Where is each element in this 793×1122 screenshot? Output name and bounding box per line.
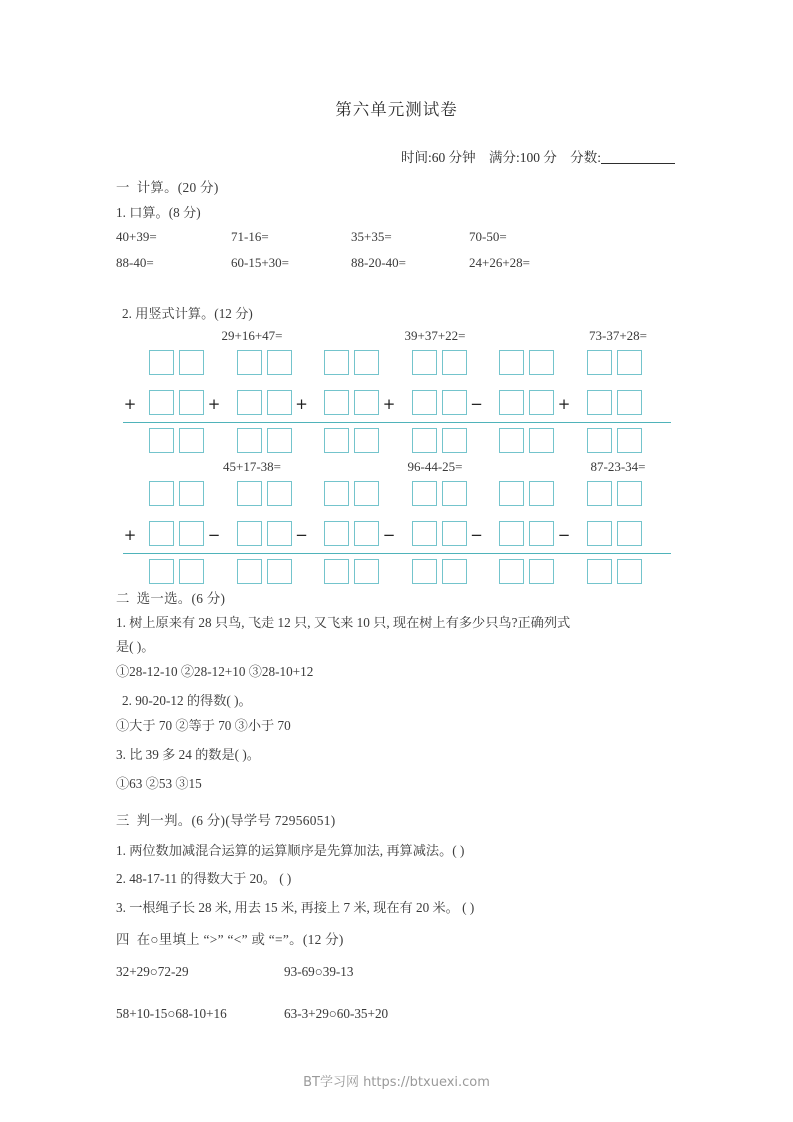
sub-question-2-label: 2. 用竖式计算。(12 分) [122, 306, 253, 321]
compare-expression[interactable]: 58+10-15○68-10+16 [116, 1006, 227, 1021]
answer-cell[interactable] [149, 559, 174, 584]
exam-meta [0, 146, 675, 166]
answer-cell[interactable] [529, 428, 554, 453]
answer-cell[interactable] [412, 390, 437, 415]
oral-calc-row-1 [116, 229, 716, 245]
total-score-label: 满分:100 分 [488, 150, 557, 165]
choice-q3-options[interactable]: ①63 ②53 ③15 [116, 776, 202, 791]
answer-cell[interactable] [267, 428, 292, 453]
answer-cell[interactable] [442, 521, 467, 546]
answer-cell[interactable] [149, 481, 174, 506]
answer-cell[interactable] [412, 428, 437, 453]
answer-cell[interactable] [499, 521, 524, 546]
answer-cell[interactable] [587, 428, 612, 453]
answer-cell[interactable] [617, 428, 642, 453]
answer-cell[interactable] [354, 481, 379, 506]
answer-cell[interactable] [354, 390, 379, 415]
vertical-calc-expression: 73-37+28= [589, 328, 647, 343]
oral-calc-row-2 [116, 255, 716, 271]
section-three-number: 三 [116, 813, 130, 828]
section-four-heading [116, 930, 344, 951]
answer-cell[interactable] [617, 559, 642, 584]
choice-q2-stem: 2. 90-20-12 的得数( )。 [122, 693, 252, 708]
score-blank-line[interactable] [601, 163, 675, 164]
operator-symbol: − [295, 526, 308, 544]
section-one-title: 计算。(20 分) [136, 180, 219, 195]
choice-q1-stem-line1: 1. 树上原来有 28 只鸟, 飞走 12 只, 又飞来 10 只, 现在树上有多少只鸟?正确列式 [116, 615, 571, 630]
answer-cell[interactable] [237, 350, 262, 375]
answer-cell[interactable] [529, 390, 554, 415]
vertical-calc-rule [123, 422, 671, 423]
answer-cell[interactable] [587, 521, 612, 546]
answer-cell[interactable] [267, 390, 292, 415]
answer-cell[interactable] [149, 428, 174, 453]
answer-cell[interactable] [324, 350, 349, 375]
oral-expr: 88-40= [116, 255, 154, 270]
oral-expr: 60-15+30= [231, 255, 289, 270]
answer-cell[interactable] [412, 481, 437, 506]
choice-q1-stem-line2: 是( )。 [116, 639, 155, 654]
section-one-heading [116, 178, 219, 199]
answer-cell[interactable] [412, 521, 437, 546]
operator-symbol: + [557, 395, 571, 413]
answer-cell[interactable] [617, 481, 642, 506]
operator-symbol: + [295, 395, 308, 413]
answer-cell[interactable] [442, 428, 467, 453]
score-label: 分数: [570, 150, 601, 165]
answer-cell[interactable] [412, 559, 437, 584]
truefalse-item-2[interactable]: 2. 48-17-11 的得数大于 20。 ( ) [116, 871, 292, 886]
vertical-calc-expression: 29+16+47= [221, 328, 283, 343]
truefalse-item-1[interactable]: 1. 两位数加减混合运算的运算顺序是先算加法, 再算减法。( ) [116, 843, 465, 858]
vertical-calc-rule [123, 553, 671, 554]
answer-cell[interactable] [237, 559, 262, 584]
oral-expr: 24+26+28= [469, 255, 530, 270]
oral-expr: 40+39= [116, 229, 157, 244]
answer-cell[interactable] [354, 559, 379, 584]
vertical-calc-expression: 45+17-38= [223, 459, 281, 474]
section-two-number: 二 [116, 591, 130, 606]
answer-cell[interactable] [499, 350, 524, 375]
answer-cell[interactable] [324, 390, 349, 415]
answer-cell[interactable] [529, 559, 554, 584]
answer-cell[interactable] [442, 390, 467, 415]
answer-cell[interactable] [442, 350, 467, 375]
answer-cell[interactable] [354, 428, 379, 453]
section-one-number: 一 [116, 180, 130, 195]
compare-row-1[interactable] [116, 962, 354, 982]
vertical-calc-expression: 87-23-34= [590, 459, 646, 474]
answer-cell[interactable] [617, 521, 642, 546]
answer-cell[interactable] [499, 559, 524, 584]
answer-cell[interactable] [179, 481, 204, 506]
answer-cell[interactable] [499, 390, 524, 415]
oral-expr: 88-20-40= [351, 255, 406, 270]
answer-cell[interactable] [324, 521, 349, 546]
answer-cell[interactable] [412, 350, 437, 375]
section-four-title: 在○里填上 “>” “<” 或 “=”。(12 分) [136, 932, 344, 947]
section-two-title: 选一选。(6 分) [136, 591, 226, 606]
answer-cell[interactable] [617, 350, 642, 375]
choice-q2-options[interactable]: ①大于 70 ②等于 70 ③小于 70 [116, 718, 291, 733]
compare-expression[interactable]: 93-69○39-13 [284, 964, 354, 979]
section-three-heading [116, 811, 336, 832]
answer-cell[interactable] [179, 350, 204, 375]
answer-cell[interactable] [237, 481, 262, 506]
vertical-calc-row-1-labels [0, 328, 793, 346]
answer-cell[interactable] [237, 521, 262, 546]
footer-watermark: BT学习网 https://btxuexi.com [303, 1075, 490, 1090]
operator-symbol: − [470, 526, 483, 544]
vertical-calc-grid-1[interactable] [0, 350, 793, 450]
truefalse-item-3[interactable]: 3. 一根绳子长 28 米, 用去 15 米, 再接上 7 米, 现在有 20 米。 ( ) [116, 900, 475, 915]
answer-cell[interactable] [179, 559, 204, 584]
answer-cell[interactable] [354, 350, 379, 375]
answer-cell[interactable] [354, 521, 379, 546]
answer-cell[interactable] [529, 481, 554, 506]
section-two-heading [116, 589, 225, 610]
answer-cell[interactable] [529, 350, 554, 375]
answer-cell[interactable] [267, 521, 292, 546]
answer-cell[interactable] [587, 390, 612, 415]
operator-symbol: − [207, 526, 221, 544]
operator-symbol: + [382, 395, 396, 413]
answer-cell[interactable] [587, 559, 612, 584]
vertical-calc-expression: 96-44-25= [407, 459, 463, 474]
section-three-title: 判一判。(6 分)(导学号 72956051) [136, 813, 336, 828]
answer-cell[interactable] [179, 390, 204, 415]
operator-symbol: + [123, 526, 137, 544]
vertical-calc-expression: 39+37+22= [404, 328, 466, 343]
choice-q3-stem: 3. 比 39 多 24 的数是( )。 [116, 747, 260, 762]
answer-cell[interactable] [179, 521, 204, 546]
answer-cell[interactable] [587, 350, 612, 375]
answer-cell[interactable] [237, 428, 262, 453]
compare-expression[interactable]: 32+29○72-29 [116, 964, 189, 979]
answer-cell[interactable] [149, 350, 174, 375]
operator-symbol: + [207, 395, 221, 413]
page-title: 第六单元测试卷 [335, 100, 458, 119]
answer-cell[interactable] [529, 521, 554, 546]
answer-cell[interactable] [587, 481, 612, 506]
vertical-calc-row-2-labels [0, 459, 793, 477]
oral-expr: 71-16= [231, 229, 269, 244]
answer-cell[interactable] [267, 350, 292, 375]
answer-cell[interactable] [237, 390, 262, 415]
vertical-calc-grid-2[interactable] [0, 481, 793, 581]
answer-cell[interactable] [499, 481, 524, 506]
sub-question-1-label: 1. 口算。(8 分) [116, 205, 201, 220]
operator-symbol: + [123, 395, 137, 413]
answer-cell[interactable] [267, 559, 292, 584]
operator-symbol: − [557, 526, 571, 544]
compare-expression[interactable]: 63-3+29○60-35+20 [284, 1006, 389, 1021]
answer-cell[interactable] [149, 521, 174, 546]
answer-cell[interactable] [442, 559, 467, 584]
answer-cell[interactable] [617, 390, 642, 415]
time-label: 时间:60 分钟 [400, 150, 476, 165]
answer-cell[interactable] [149, 390, 174, 415]
answer-cell[interactable] [324, 481, 349, 506]
choice-q1-options[interactable]: ①28-12-10 ②28-12+10 ③28-10+12 [116, 664, 314, 679]
answer-cell[interactable] [267, 481, 292, 506]
compare-row-2[interactable] [116, 1004, 388, 1024]
operator-symbol: − [470, 395, 483, 413]
answer-cell[interactable] [499, 428, 524, 453]
answer-cell[interactable] [442, 481, 467, 506]
answer-cell[interactable] [324, 559, 349, 584]
answer-cell[interactable] [179, 428, 204, 453]
section-four-number: 四 [116, 932, 130, 947]
answer-cell[interactable] [324, 428, 349, 453]
oral-expr: 35+35= [351, 229, 392, 244]
oral-expr: 70-50= [469, 229, 507, 244]
operator-symbol: − [382, 526, 396, 544]
